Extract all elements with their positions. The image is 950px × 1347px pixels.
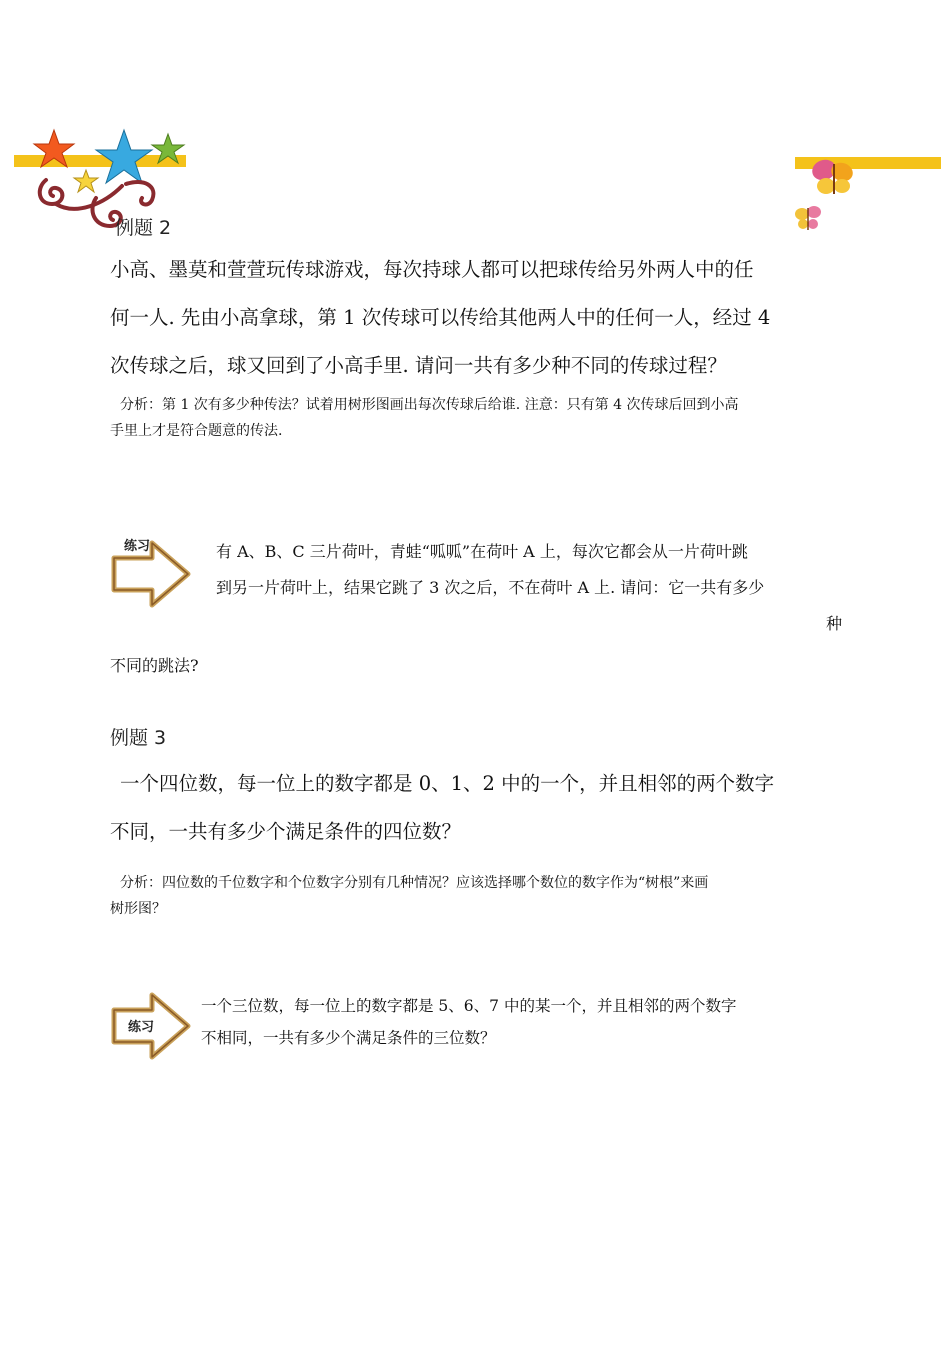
example2-body-line: 次传球之后，球又回到了小高手里. 请问一共有多少种不同的传球过程？ <box>110 354 727 377</box>
example3-body <box>110 760 850 856</box>
example2-body <box>110 246 850 390</box>
example2-analysis <box>110 392 850 444</box>
example2-analysis-line: 分析：第 1 次有多少种传法？试着用树形图画出每次传球后给谁. 注意：只有第 4 次传球后回到小高 <box>120 397 739 413</box>
practice1-line: 种 <box>825 614 842 633</box>
practice1-tail: 不同的跳法? <box>110 656 199 675</box>
example3-analysis-line: 分析：四位数的千位数字和个位数字分别有几种情况？应该选择哪个数位的数字作为“树根”来画 <box>120 875 709 891</box>
practice-arrow-icon <box>110 992 192 1060</box>
practice1-body <box>216 534 842 642</box>
practice-arrow-icon <box>110 540 192 608</box>
example2-heading: 例题 2 <box>115 217 172 239</box>
practice1-line: 有 A、B、C 三片荷叶，青蛙“呱呱”在荷叶 A 上，每次它都会从一片荷叶跳 <box>216 542 748 561</box>
example2-analysis-line: 手里上才是符合题意的传法. <box>110 423 283 439</box>
example2-body-line: 小高、墨莫和萱萱玩传球游戏，每次持球人都可以把球传给另外两人中的任 <box>110 258 754 281</box>
example3-body-line: 一个四位数，每一位上的数字都是 0、1、2 中的一个，并且相邻的两个数字 <box>120 772 775 795</box>
example3-heading: 例题 3 <box>110 727 167 749</box>
practice2-label: 练习 <box>128 1020 155 1035</box>
example3-analysis-line: 树形图？ <box>110 901 166 917</box>
example2-body-line: 何一人. 先由小高拿球，第 1 次传球可以传给其他两人中的任何一人，经过 4 <box>110 306 771 329</box>
practice2-body <box>201 990 841 1054</box>
practice1-label: 练习 <box>124 539 151 554</box>
example3-body-line: 不同，一共有多少个满足条件的四位数？ <box>110 820 462 843</box>
practice2-line: 不相同，一共有多少个满足条件的三位数？ <box>201 1029 496 1047</box>
butterfly-icon <box>790 150 870 240</box>
practice1-line: 到另一片荷叶上，结果它跳了 3 次之后，不在荷叶 A 上. 请问：它一共有多少 <box>216 578 765 597</box>
practice2-line: 一个三位数，每一位上的数字都是 5、6、7 中的某一个，并且相邻的两个数字 <box>201 997 737 1015</box>
example3-analysis <box>110 870 850 922</box>
